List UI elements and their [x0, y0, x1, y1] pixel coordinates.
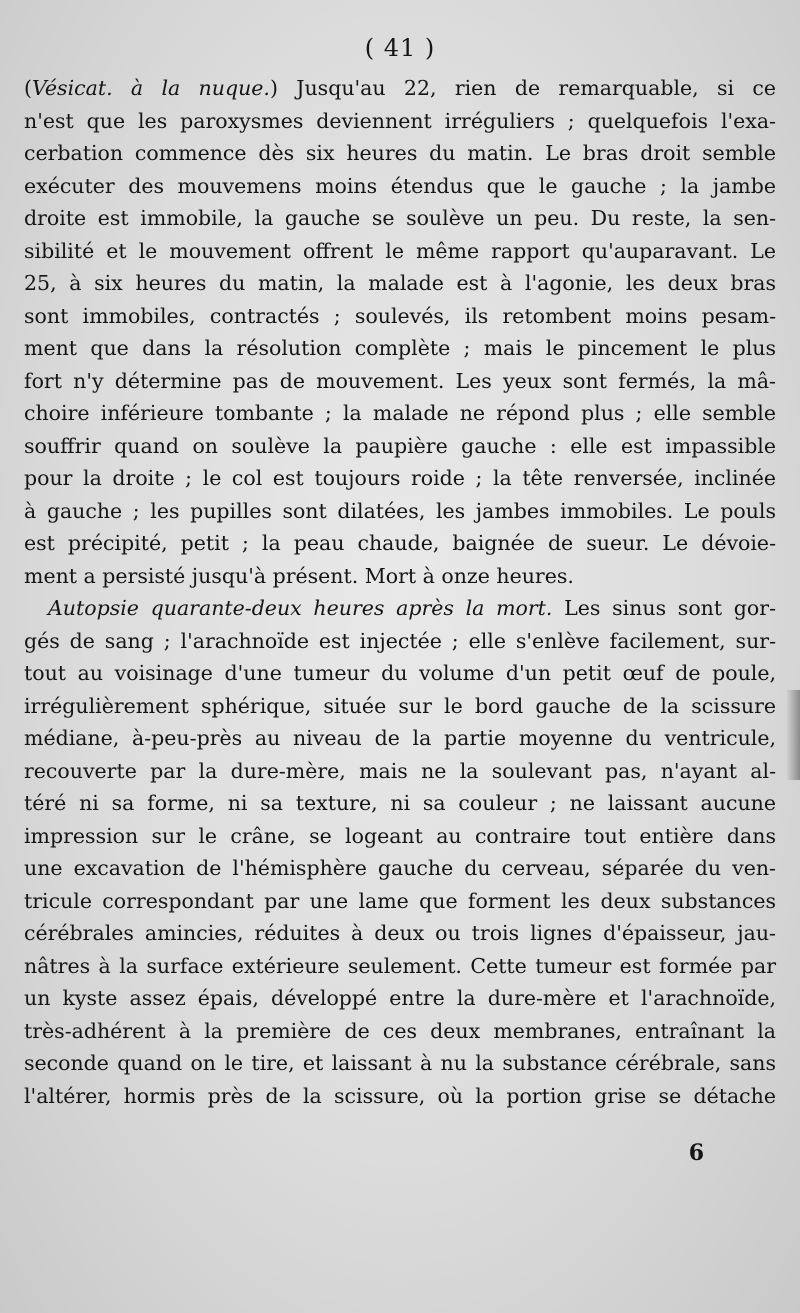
- text-line: cérébrales amincies, réduites à deux ou trois lignes d'épaisseur, jau-: [24, 921, 776, 945]
- text-line: sont immobiles, contractés ; soulevés, ils retombent moins pesam-: [24, 303, 776, 328]
- text-line: est précipité, petit ; la peau chaude, baignée de sueur. Le dévoie-: [24, 531, 776, 555]
- text-line: à gauche ; les pupilles sont dilatées, les jambes immobiles. Le pouls: [24, 498, 776, 523]
- text-line: choire inférieure tombante ; la malade ne répond plus ; elle semble: [24, 401, 776, 425]
- line-suffix: ) Jusqu'au 22, rien de remarquable, si ce: [269, 76, 776, 100]
- line-suffix: Les sinus sont gor-: [552, 596, 776, 620]
- text-line: recouverte par la dure-mère, mais ne la soulevant pas, n'ayant al-: [24, 758, 776, 783]
- text-line: nâtres à la surface extérieure seulement. Cette tumeur est formée par: [24, 953, 776, 978]
- text-line: fort n'y détermine pas de mouvement. Les yeux sont fermés, la mâ-: [24, 368, 776, 393]
- text-line: tricule correspondant par une lame que forment les deux substances: [24, 888, 776, 913]
- body-text: [24, 72, 776, 1112]
- text-line: droite est immobile, la gauche se soulève un peu. Du reste, la sen-: [24, 206, 776, 230]
- italic-phrase: Autopsie quarante-deux heures après la mort.: [48, 596, 553, 620]
- text-line: tout au voisinage d'une tumeur du volume d'un petit œuf de poule,: [24, 661, 776, 685]
- text-line: téré ni sa forme, ni sa texture, ni sa couleur ; ne laissant aucune: [24, 791, 776, 815]
- text-line: très-adhérent à la première de ces deux membranes, entraînant la: [24, 1018, 776, 1043]
- text-line: médiane, à-peu-près au niveau de la partie moyenne du ventricule,: [24, 726, 776, 750]
- text-line: ment que dans la résolution complète ; mais le pincement le plus: [24, 336, 776, 360]
- text-line: [24, 592, 776, 625]
- text-line: gés de sang ; l'arachnoïde est injectée ; elle s'enlève facilement, sur-: [24, 628, 776, 653]
- text-line: une excavation de l'hémisphère gauche du cerveau, séparée du ven-: [24, 856, 776, 880]
- italic-phrase: Vésicat. à la nuque.: [32, 76, 270, 100]
- text-line: irrégulièrement sphérique, située sur le bord gauche de la scissure: [24, 693, 776, 718]
- text-line: seconde quand on le tire, et laissant à nu la substance cérébrale, sans: [24, 1051, 776, 1075]
- text-line: n'est que les paroxysmes deviennent irréguliers ; quelquefois l'exa-: [24, 108, 776, 133]
- page-number: ( 41 ): [364, 34, 436, 62]
- text-line: souffrir quand on soulève la paupière gauche : elle est impassible: [24, 433, 776, 458]
- text-line: cerbation commence dès six heures du matin. Le bras droit semble: [24, 141, 776, 165]
- signature-mark: 6: [688, 1140, 704, 1166]
- text-line: impression sur le crâne, se logeant au contraire tout entière dans: [24, 823, 776, 848]
- text-line: [24, 72, 776, 105]
- text-line: sibilité et le mouvement offrent le même rapport qu'auparavant. Le: [24, 238, 776, 263]
- text-line: exécuter des mouvemens moins étendus que le gauche ; la jambe: [24, 173, 776, 198]
- text-line: pour la droite ; le col est toujours roide ; la tête renversée, inclinée: [24, 466, 776, 490]
- text-line: un kyste assez épais, développé entre la dure-mère et l'arachnoïde,: [24, 986, 776, 1010]
- text-line: ment a persisté jusqu'à présent. Mort à onze heures.: [24, 563, 574, 588]
- line-prefix: (: [24, 76, 32, 100]
- page-edge-shadow: [786, 690, 800, 780]
- text-line: 25, à six heures du matin, la malade est à l'agonie, les deux bras: [24, 271, 776, 295]
- text-line: l'altérer, hormis près de la scissure, où la portion grise se détache: [24, 1083, 776, 1108]
